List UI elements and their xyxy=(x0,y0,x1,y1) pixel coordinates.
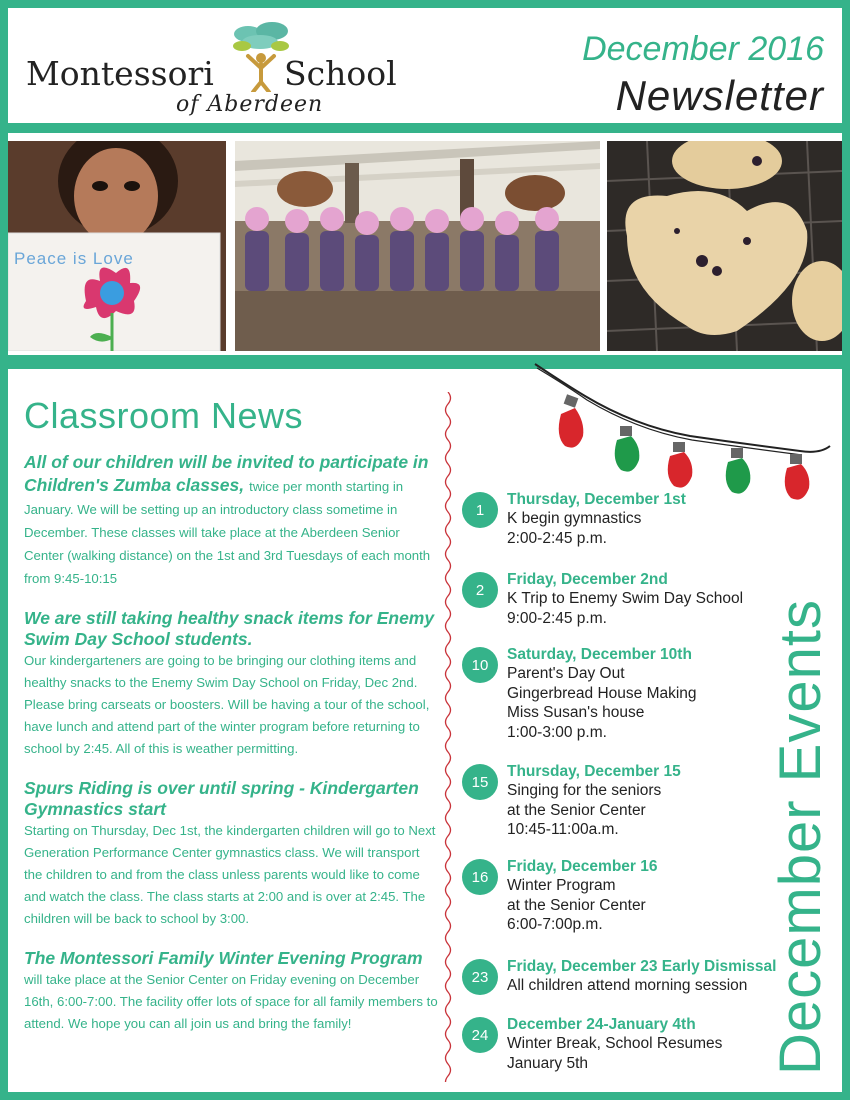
event-detail: at the Senior Center xyxy=(507,801,646,819)
event-detail: 1:00-3:00 p.m. xyxy=(507,723,607,741)
event-detail: Singing for the seniors xyxy=(507,782,662,799)
article-body: Starting on Thursday, Dec 1st, the kindergarten children will go to Next Generation Performance Center gymnastics class. We will transport the children to and from the class unless parents would like to come and watch the class. The class starts at 2:00 and is over at 2:45. The children will be back to school by 3:00. xyxy=(24,823,436,926)
top-band xyxy=(0,123,850,133)
event-detail: 10:45-11:00a.m. xyxy=(507,821,619,838)
event-detail: at the Senior Center xyxy=(507,896,646,914)
event-date: Friday, December 16 xyxy=(507,858,658,875)
event-day-badge: 23 xyxy=(462,959,498,995)
photo-riding-class xyxy=(235,141,600,351)
wavy-divider xyxy=(440,392,456,1082)
event-text xyxy=(507,570,797,628)
event-text xyxy=(507,857,797,935)
photo-heart-cookie xyxy=(607,141,842,351)
event-day-badge: 24 xyxy=(462,1017,498,1053)
logo-subtitle: of Aberdeen xyxy=(176,92,324,117)
event-day-badge: 10 xyxy=(462,647,498,683)
event-detail: 2:00-2:45 p.m. xyxy=(507,529,607,547)
article-gymnastics xyxy=(24,778,439,930)
event-detail: K begin gymnastics xyxy=(507,510,642,527)
article-body: twice per month starting in January. We will be setting up an introductory class sometime in December. These classes will take place at the Aberdeen Senior Center (walking distance) on the 1st and 3rd Tuesdays of each month from 9:45-10:15 xyxy=(24,479,431,586)
article-headline: All of our children will be invited to participate in Children's Zumba classes, xyxy=(24,452,429,495)
newsletter-title: Newsletter xyxy=(615,72,824,119)
event-text xyxy=(507,762,797,840)
event-date: December 24-January 4th xyxy=(507,1016,696,1033)
article-headline: The Montessori Family Winter Evening Program xyxy=(24,948,423,968)
logo-word-montessori: Montessori xyxy=(26,54,214,93)
event-day-badge: 15 xyxy=(462,764,498,800)
event-date: Friday, December 2nd xyxy=(507,571,668,588)
photo-strip xyxy=(8,133,842,355)
event-date: Thursday, December 1st xyxy=(507,491,686,508)
event-detail: 6:00-7:00p.m. xyxy=(507,916,603,933)
article-headline: Spurs Riding is over until spring - Kindergarten Gymnastics start xyxy=(24,778,419,819)
article-snacks xyxy=(24,608,439,760)
article-zumba xyxy=(24,451,439,590)
event-detail: All children attend morning session xyxy=(507,977,748,994)
event-date: Friday, December 23 Early Dismissal xyxy=(507,958,777,975)
header xyxy=(8,8,842,123)
event-text xyxy=(507,645,797,742)
classroom-news xyxy=(24,395,439,1053)
event-detail: Winter Break, School Resumes xyxy=(507,1035,723,1052)
event-detail: Winter Program xyxy=(507,877,616,894)
school-logo xyxy=(26,16,426,126)
christmas-lights-icon xyxy=(525,356,835,506)
article-winter-program xyxy=(24,948,439,1035)
classroom-news-title: Classroom News xyxy=(24,395,304,436)
event-day-badge: 2 xyxy=(462,572,498,608)
event-detail: Miss Susan's house xyxy=(507,704,645,721)
december-events-title: December Events xyxy=(768,599,833,1075)
event-detail: January 5th xyxy=(507,1054,588,1072)
event-detail: Parent's Day Out xyxy=(507,665,625,682)
article-body: will take place at the Senior Center on Friday evening on December 16th, 6:00-7:00. The facility offer lots of space for all family members to attend. We hope you can all join us and bring the family! xyxy=(24,972,438,1031)
event-date: Saturday, December 10th xyxy=(507,646,692,663)
event-detail: K Trip to Enemy Swim Day School xyxy=(507,590,744,607)
event-text xyxy=(507,957,797,996)
article-headline: We are still taking healthy snack items for Enemy Swim Day School students. xyxy=(24,608,435,649)
event-text xyxy=(507,490,797,548)
newsletter-month: December 2016 xyxy=(582,30,824,68)
event-day-badge: 1 xyxy=(462,492,498,528)
event-date: Thursday, December 15 xyxy=(507,763,681,780)
drawing-caption: Peace is Love xyxy=(14,249,134,268)
event-text xyxy=(507,1015,797,1073)
photo-child-drawing xyxy=(8,141,226,351)
event-detail: Gingerbread House Making xyxy=(507,684,697,702)
logo-word-school: School xyxy=(284,54,397,93)
event-detail: 9:00-2:45 p.m. xyxy=(507,609,607,627)
event-day-badge: 16 xyxy=(462,859,498,895)
article-body: Our kindergarteners are going to be bringing our clothing items and healthy snacks to the Enemy Swim Day School on Friday, Dec 2nd. Please bring carseats or boosters. Will be having a tour of the school, have lunch and attend part of the winter program before returning to school by 2:45. All of this is weather permitting. xyxy=(24,653,430,756)
